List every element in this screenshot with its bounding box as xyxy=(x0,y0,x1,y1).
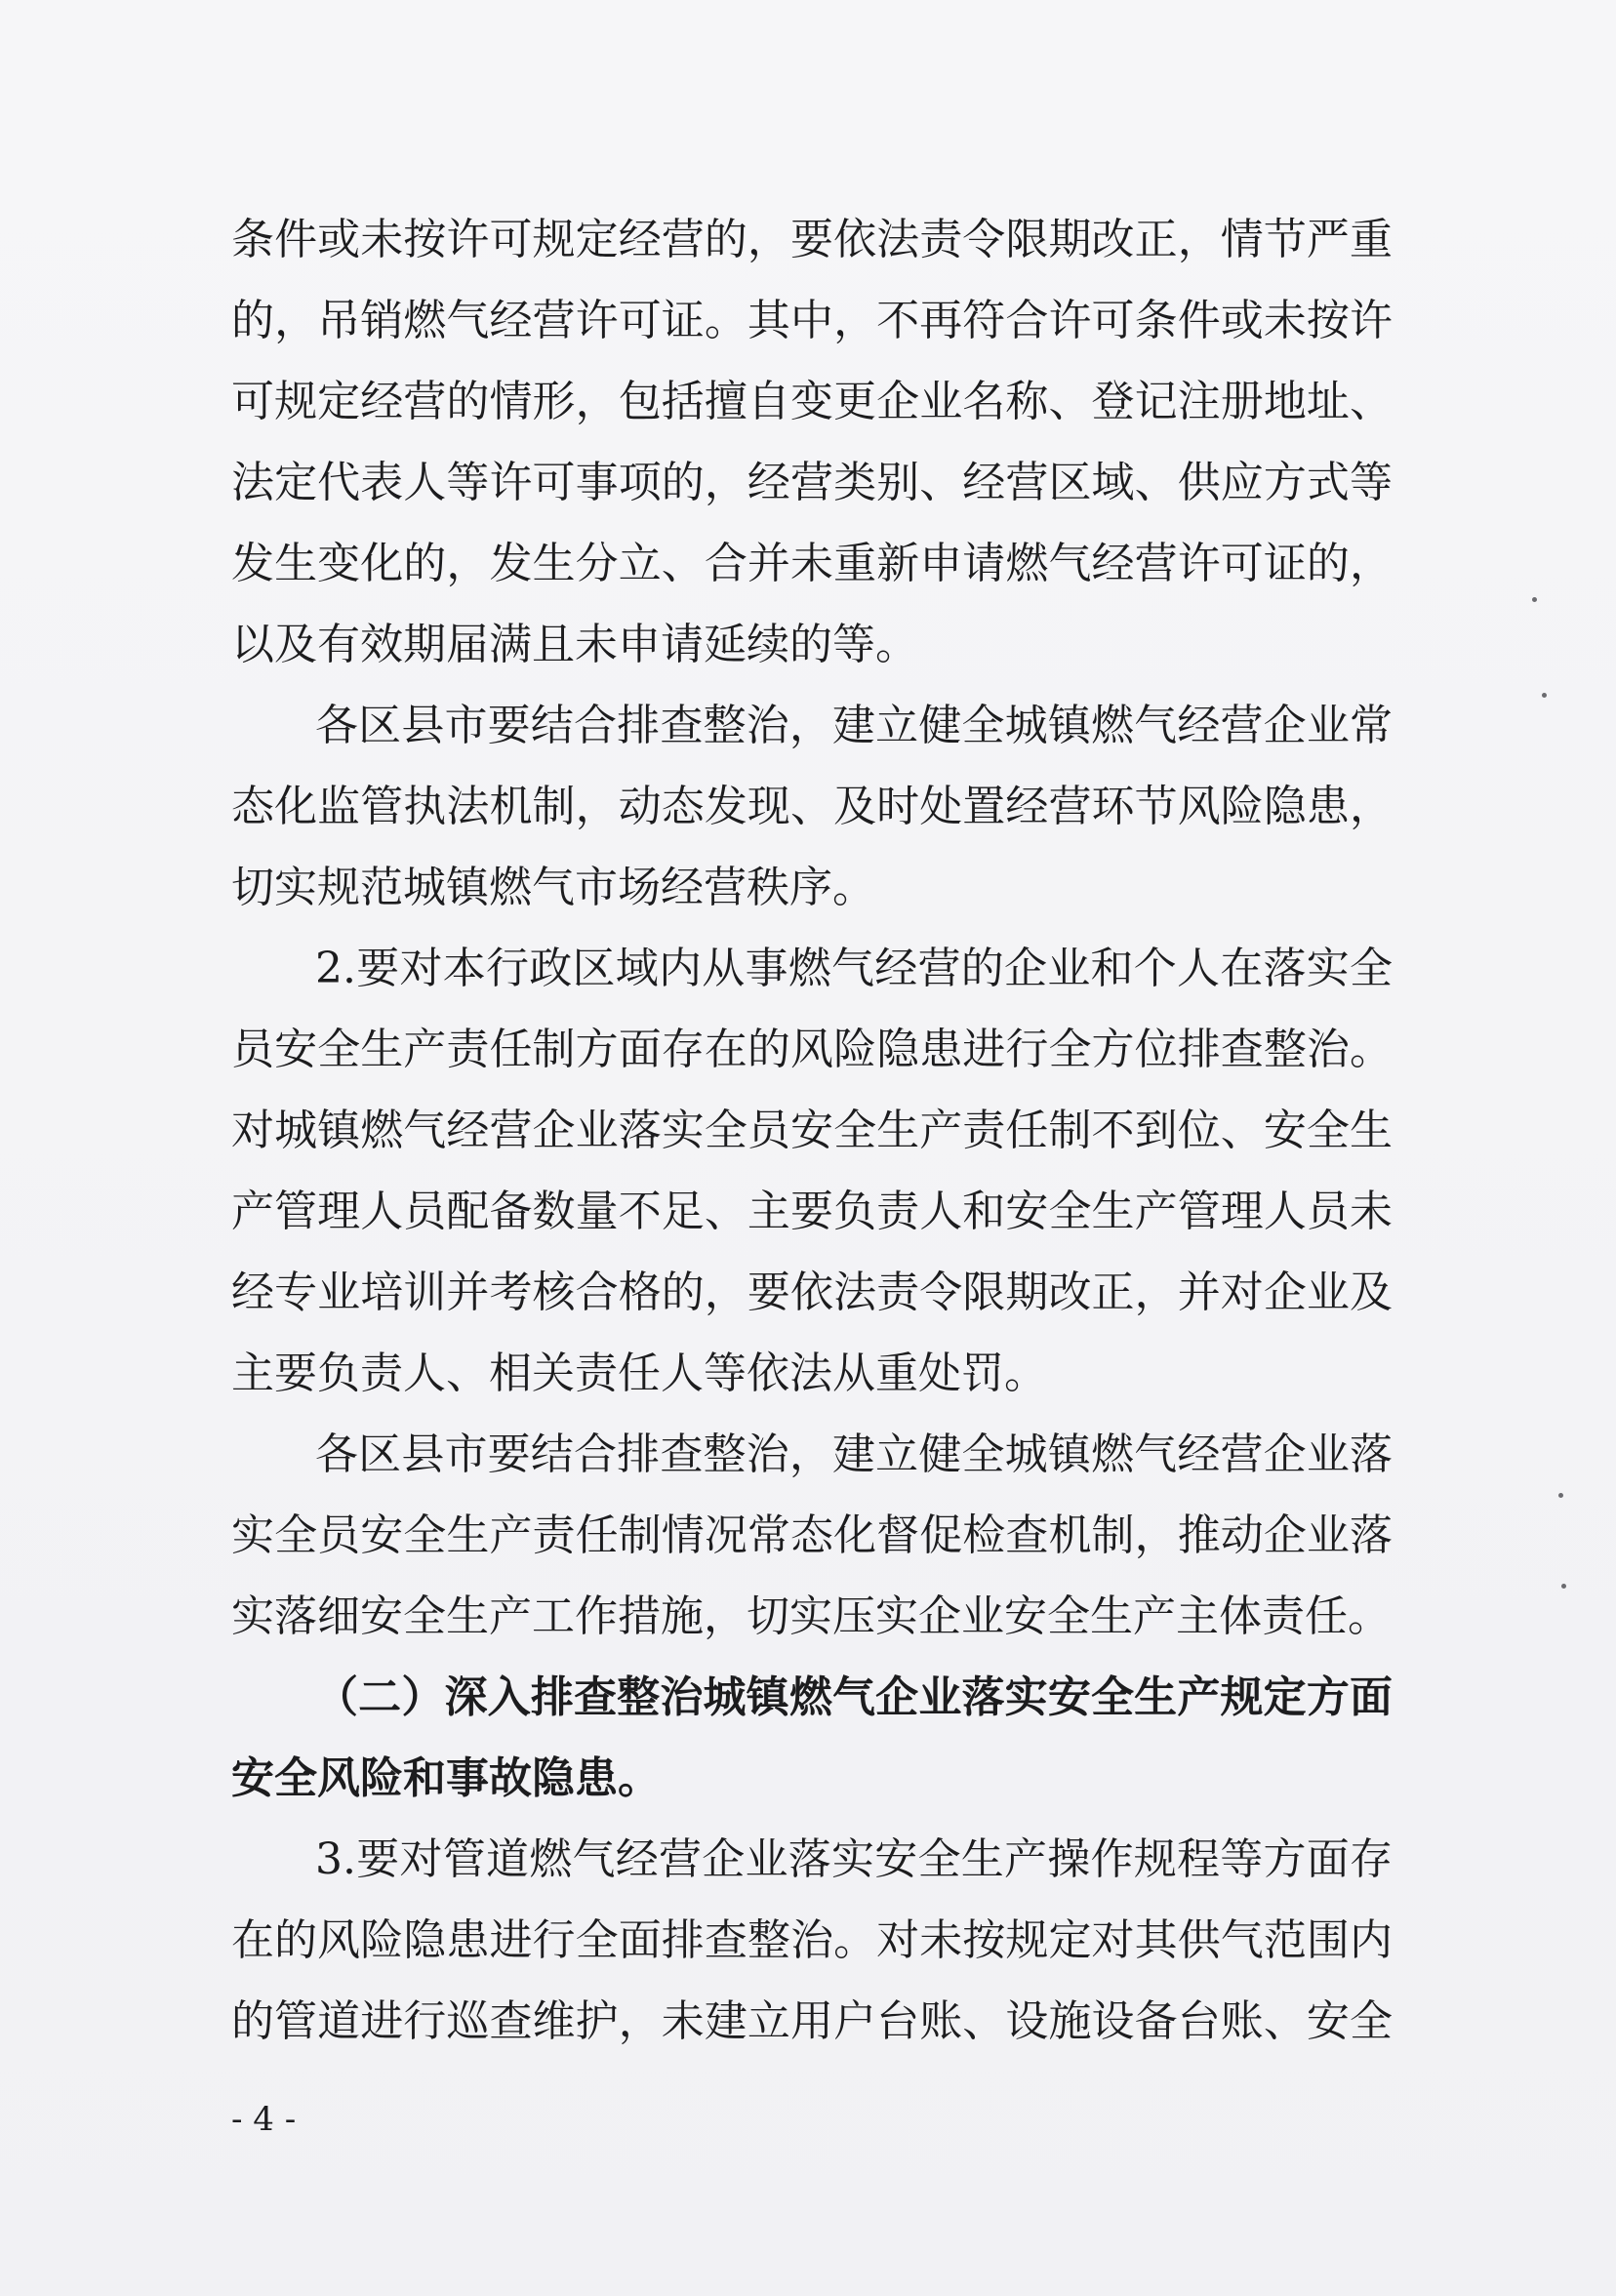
scan-speck xyxy=(1532,597,1537,602)
scan-speck xyxy=(1561,1584,1566,1589)
body-line-16: 各区县市要结合排查整治，建立健全城镇燃气经营企业落 xyxy=(315,1430,1393,1479)
body-line-10: 2.要对本行政区域内从事燃气经营的企业和个人在落实全 xyxy=(315,944,1393,993)
body-line-4: 法定代表人等许可事项的，经营类别、经营区域、供应方式等 xyxy=(231,458,1393,507)
body-line-17: 实全员安全生产责任制情况常态化督促检查机制，推动企业落 xyxy=(231,1511,1393,1560)
scan-speck xyxy=(1542,693,1547,698)
page-number: - 4 - xyxy=(231,2100,297,2139)
body-line-8: 态化监管执法机制，动态发现、及时处置经营环节风险隐患， xyxy=(231,782,1393,831)
body-line-22: 在的风险隐患进行全面排查整治。对未按规定对其供气范围内 xyxy=(231,1915,1393,1965)
body-line-21: 3.要对管道燃气经营企业落实安全生产操作规程等方面存 xyxy=(315,1834,1393,1884)
body-line-9: 切实规范城镇燃气市场经营秩序。 xyxy=(231,863,875,912)
body-line-11: 员安全生产责任制方面存在的风险隐患进行全方位排查整治。 xyxy=(231,1025,1393,1074)
body-line-3: 可规定经营的情形，包括擅自变更企业名称、登记注册地址、 xyxy=(231,377,1393,426)
body-line-18: 实落细安全生产工作措施，切实压实企业安全生产主体责任。 xyxy=(231,1591,1391,1641)
body-line-5: 发生变化的，发生分立、合并未重新申请燃气经营许可证的， xyxy=(231,539,1393,588)
body-line-2: 的，吊销燃气经营许可证。其中，不再符合许可条件或未按许 xyxy=(231,296,1393,345)
body-line-15: 主要负责人、相关责任人等依法从重处罚。 xyxy=(231,1349,1047,1398)
section-heading-line-1: （二）深入排查整治城镇燃气企业落实安全生产规定方面 xyxy=(315,1672,1393,1722)
section-heading-line-2: 安全风险和事故隐患。 xyxy=(231,1753,661,1803)
body-line-23: 的管道进行巡查维护，未建立用户台账、设施设备台账、安全 xyxy=(231,1996,1393,2046)
body-line-6: 以及有效期届满且未申请延续的等。 xyxy=(231,620,918,669)
body-line-1: 条件或未按许可规定经营的，要依法责令限期改正，情节严重 xyxy=(231,215,1393,264)
body-line-12: 对城镇燃气经营企业落实全员安全生产责任制不到位、安全生 xyxy=(231,1106,1393,1155)
scan-speck xyxy=(1558,1493,1563,1498)
body-line-13: 产管理人员配备数量不足、主要负责人和安全生产管理人员未 xyxy=(231,1187,1393,1236)
body-line-14: 经专业培训并考核合格的，要依法责令限期改正，并对企业及 xyxy=(231,1268,1393,1317)
body-line-7: 各区县市要结合排查整治，建立健全城镇燃气经营企业常 xyxy=(315,701,1393,750)
